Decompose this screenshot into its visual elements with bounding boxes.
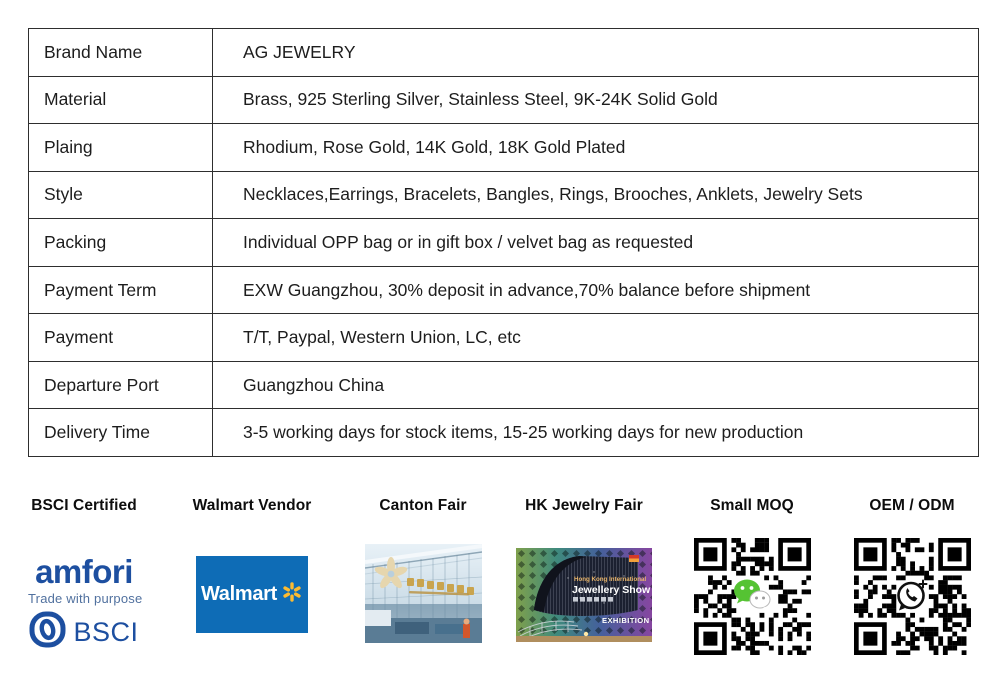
- row-value: Necklaces,Earrings, Bracelets, Bangles, Rings, Brooches, Anklets, Jewelry Sets: [213, 171, 979, 219]
- table-row: [29, 29, 979, 77]
- badge-canton-fair: [333, 497, 513, 643]
- table-row: [29, 266, 979, 314]
- badge-hk-jewelry-fair: [494, 497, 674, 642]
- hk-sign-line1: Hong Kong International: [574, 576, 647, 583]
- wechat-qr-code: [694, 538, 811, 655]
- whatsapp-icon: [892, 574, 932, 619]
- badge-walmart-vendor: [162, 497, 342, 633]
- row-label: Packing: [29, 219, 213, 267]
- row-label: Payment Term: [29, 266, 213, 314]
- badge-bsci-certified: [0, 497, 174, 653]
- row-value: Brass, 925 Sterling Silver, Stainless Steel, 9K-24K Solid Gold: [213, 76, 979, 124]
- badge-oem-odm: [822, 497, 1000, 655]
- badge-label: OEM / ODM: [869, 497, 955, 514]
- hk-exhibition-text: EXHIBITION: [602, 616, 650, 625]
- badge-label: BSCI Certified: [31, 497, 137, 514]
- amfori-tagline: Trade with purpose: [28, 591, 143, 606]
- row-label: Material: [29, 76, 213, 124]
- badge-label: HK Jewelry Fair: [525, 497, 643, 514]
- row-label: Brand Name: [29, 29, 213, 77]
- row-value: AG JEWELRY: [213, 29, 979, 77]
- row-label: Payment: [29, 314, 213, 362]
- row-value: Individual OPP bag or in gift box / velvet bag as requested: [213, 219, 979, 267]
- badge-label: Walmart Vendor: [192, 497, 312, 514]
- canton-fair-photo: [365, 544, 482, 643]
- table-row: [29, 124, 979, 172]
- badge-small-moq: [662, 497, 842, 655]
- hk-jewelry-fair-photo: [516, 548, 652, 642]
- row-value: EXW Guangzhou, 30% deposit in advance,70% balance before shipment: [213, 266, 979, 314]
- badge-label: Canton Fair: [379, 497, 467, 514]
- row-label: Style: [29, 171, 213, 219]
- walmart-wordmark: Walmart: [200, 583, 278, 605]
- row-value: Guangzhou China: [213, 361, 979, 409]
- whatsapp-qr-code: [854, 538, 971, 655]
- table-row: [29, 76, 979, 124]
- table-row: [29, 409, 979, 457]
- amfori-wordmark: amfori: [35, 553, 133, 590]
- amfori-bsci-logo: [28, 553, 143, 653]
- spec-table: [28, 28, 979, 457]
- walmart-spark-icon: [281, 581, 303, 608]
- hk-sign-line2: Jewellery Show: [572, 584, 651, 596]
- row-value: Rhodium, Rose Gold, 14K Gold, 18K Gold Plated: [213, 124, 979, 172]
- walmart-logo: [196, 556, 308, 633]
- row-label: Departure Port: [29, 361, 213, 409]
- row-label: Plaing: [29, 124, 213, 172]
- table-row: [29, 171, 979, 219]
- badge-label: Small MOQ: [710, 497, 794, 514]
- bsci-wordmark: BSCI: [73, 616, 139, 647]
- table-row: [29, 219, 979, 267]
- row-value: T/T, Paypal, Western Union, LC, etc: [213, 314, 979, 362]
- wechat-icon: [731, 576, 773, 617]
- table-row: [29, 314, 979, 362]
- bsci-spiral-icon: [29, 611, 66, 653]
- row-value: 3-5 working days for stock items, 15-25 working days for new production: [213, 409, 979, 457]
- row-label: Delivery Time: [29, 409, 213, 457]
- table-row: [29, 361, 979, 409]
